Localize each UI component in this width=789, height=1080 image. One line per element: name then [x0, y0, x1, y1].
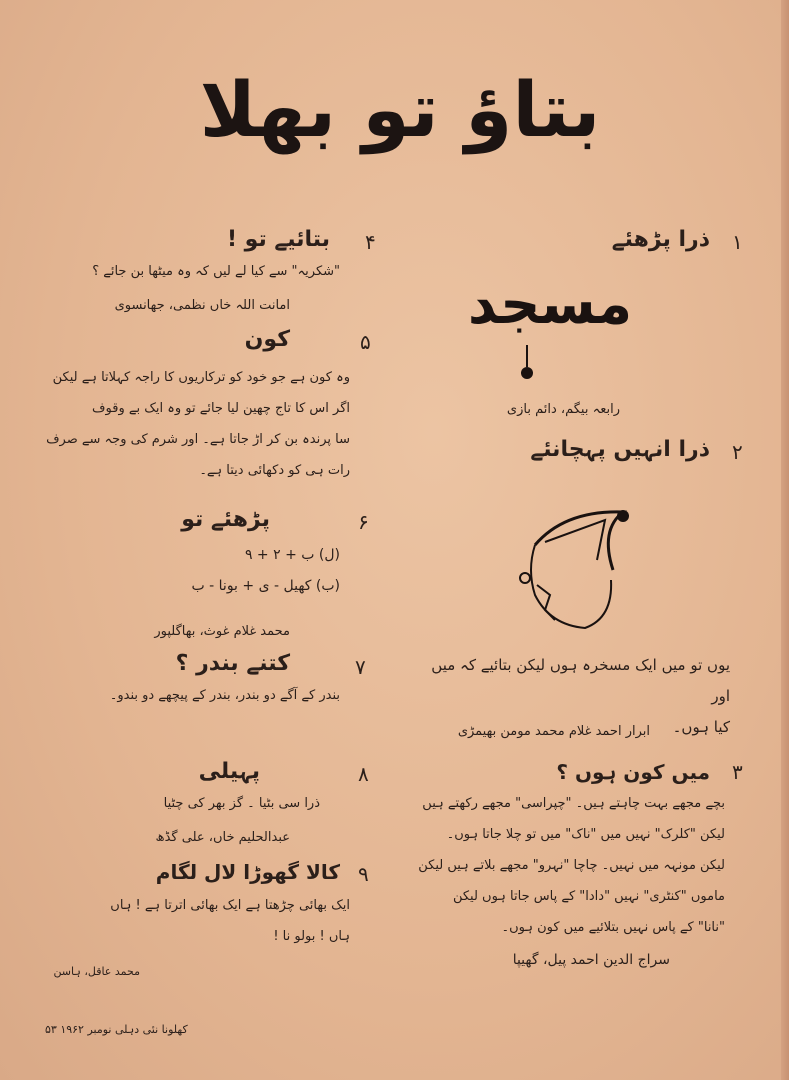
- question-9-line-2: ہاں ! بولو نا !: [273, 929, 350, 944]
- question-6-credit: محمد غلام غوث، بھاگلپور: [154, 624, 290, 639]
- question-9-line-1: ایک بھائی چڑھتا ہے ایک بھائی اترتا ہے ! ہاں: [110, 898, 350, 913]
- question-number-6: ۶: [358, 510, 369, 534]
- lamp-ornament-icon: [515, 345, 539, 385]
- question-3-line-4: ماموں "کنٹری" نہیں "دادا" کے پاس جاتا ہوں لیکن: [452, 889, 725, 904]
- page-footer: کھلونا نئی دہلی نومبر ۱۹۶۲ ۵۳: [45, 1023, 188, 1036]
- question-3-line-2: لیکن "کلرک" نہیں میں "ناک" میں تو چلا جاتا ہوں۔: [446, 827, 725, 842]
- question-9-text: [40, 890, 350, 952]
- question-8-heading: پہیلی: [198, 759, 260, 784]
- question-3-line-1: بچے مجھے بہت چاہتے ہیں۔ "چپراسی" مجھے رکھتے ہیں: [422, 796, 725, 811]
- question-number-8: ۸: [358, 762, 369, 786]
- question-3-heading: میں کون ہوں ؟: [556, 760, 710, 784]
- clown-face-sketch-icon: [505, 500, 645, 640]
- question-number-7: ۷: [355, 655, 366, 679]
- question-4-line-1: "شکریہ" سے کیا لے لیں کہ وہ میٹھا بن جائے ؟: [92, 264, 340, 279]
- question-4-heading: بتائیے تو !: [226, 227, 330, 252]
- question-9-heading: کالا گھوڑا لال لگام: [155, 860, 340, 884]
- question-number-9: ۹: [358, 862, 369, 886]
- question-1-credit: رابعہ بیگم، دائم بازی: [506, 402, 620, 417]
- question-4-credit: امانت اللہ خاں نظمی، جھانسوی: [114, 298, 290, 313]
- question-5-line-3: سا پرندہ بن کر اڑ جاتا ہے۔ اور شرم کی وجہ سے صرف: [46, 432, 350, 447]
- question-2-credit: ابرار احمد غلام محمد مومن بھیمڑی: [457, 724, 650, 739]
- question-3-credit: سراج الدین احمد پیل، گھیپا: [512, 952, 670, 968]
- question-1-heading: ذرا پڑھئے: [611, 227, 710, 252]
- question-number-4: ۴: [365, 230, 376, 254]
- question-8-credit: عبدالحلیم خاں، علی گڈھ: [155, 830, 290, 845]
- question-6-heading: پڑھئے تو: [181, 507, 270, 532]
- question-number-5: ۵: [360, 330, 371, 354]
- question-6-line-2: (ب) کھیل - ی + بونا - ب: [191, 578, 340, 594]
- question-5-text: [40, 362, 350, 486]
- question-6-line-1: (ل) ب + ۲ + ۹: [244, 547, 340, 563]
- question-2-line-2: کیا ہوں۔: [672, 718, 730, 736]
- page-edge: [781, 0, 789, 1080]
- question-2-line-1: یوں تو میں ایک مسخرہ ہوں لیکن بتائیے کہ میں اور: [431, 656, 730, 705]
- question-3-line-5: "نانا" کے پاس نہیں بتلائیے میں کون ہوں۔: [501, 920, 725, 935]
- question-number-1: ۱: [732, 230, 743, 254]
- question-3-text: [405, 788, 725, 943]
- question-6-text: [100, 540, 340, 602]
- question-5-heading: کون: [244, 327, 290, 352]
- question-7-heading: کتنے بندر ؟: [175, 651, 290, 676]
- question-5-line-2: اگر اس کا تاج چھین لیا جائے تو وہ ایک بے وقوف: [92, 401, 350, 416]
- question-number-2: ۲: [732, 440, 743, 464]
- question-3-line-3: لیکن مونہہ میں نہیں۔ چاچا "نہرو" مجھے بلاتے ہیں لیکن: [418, 858, 725, 873]
- puzzle-word-masjid: مسجد: [467, 272, 633, 337]
- question-2-heading: ذرا انہیں پہچانئے: [530, 437, 710, 462]
- question-7-line-1: بندر کے آگے دو بندر، بندر کے پیچھے دو بندو۔: [109, 688, 340, 703]
- question-9-credit: محمد عاقل، ہاسن: [53, 965, 140, 978]
- question-8-line-1: ذرا سی بٹیا ۔ گز بھر کی چٹیا: [163, 796, 320, 811]
- question-5-line-1: وہ کون ہے جو خود کو ترکاریوں کا راجہ کہلاتا ہے لیکن: [52, 370, 350, 385]
- question-number-3: ۳: [732, 760, 743, 784]
- question-5-line-4: رات ہی کو دکھائی دیتا ہے۔: [199, 463, 350, 478]
- page-title: بتاؤ تو بھلا: [199, 65, 601, 154]
